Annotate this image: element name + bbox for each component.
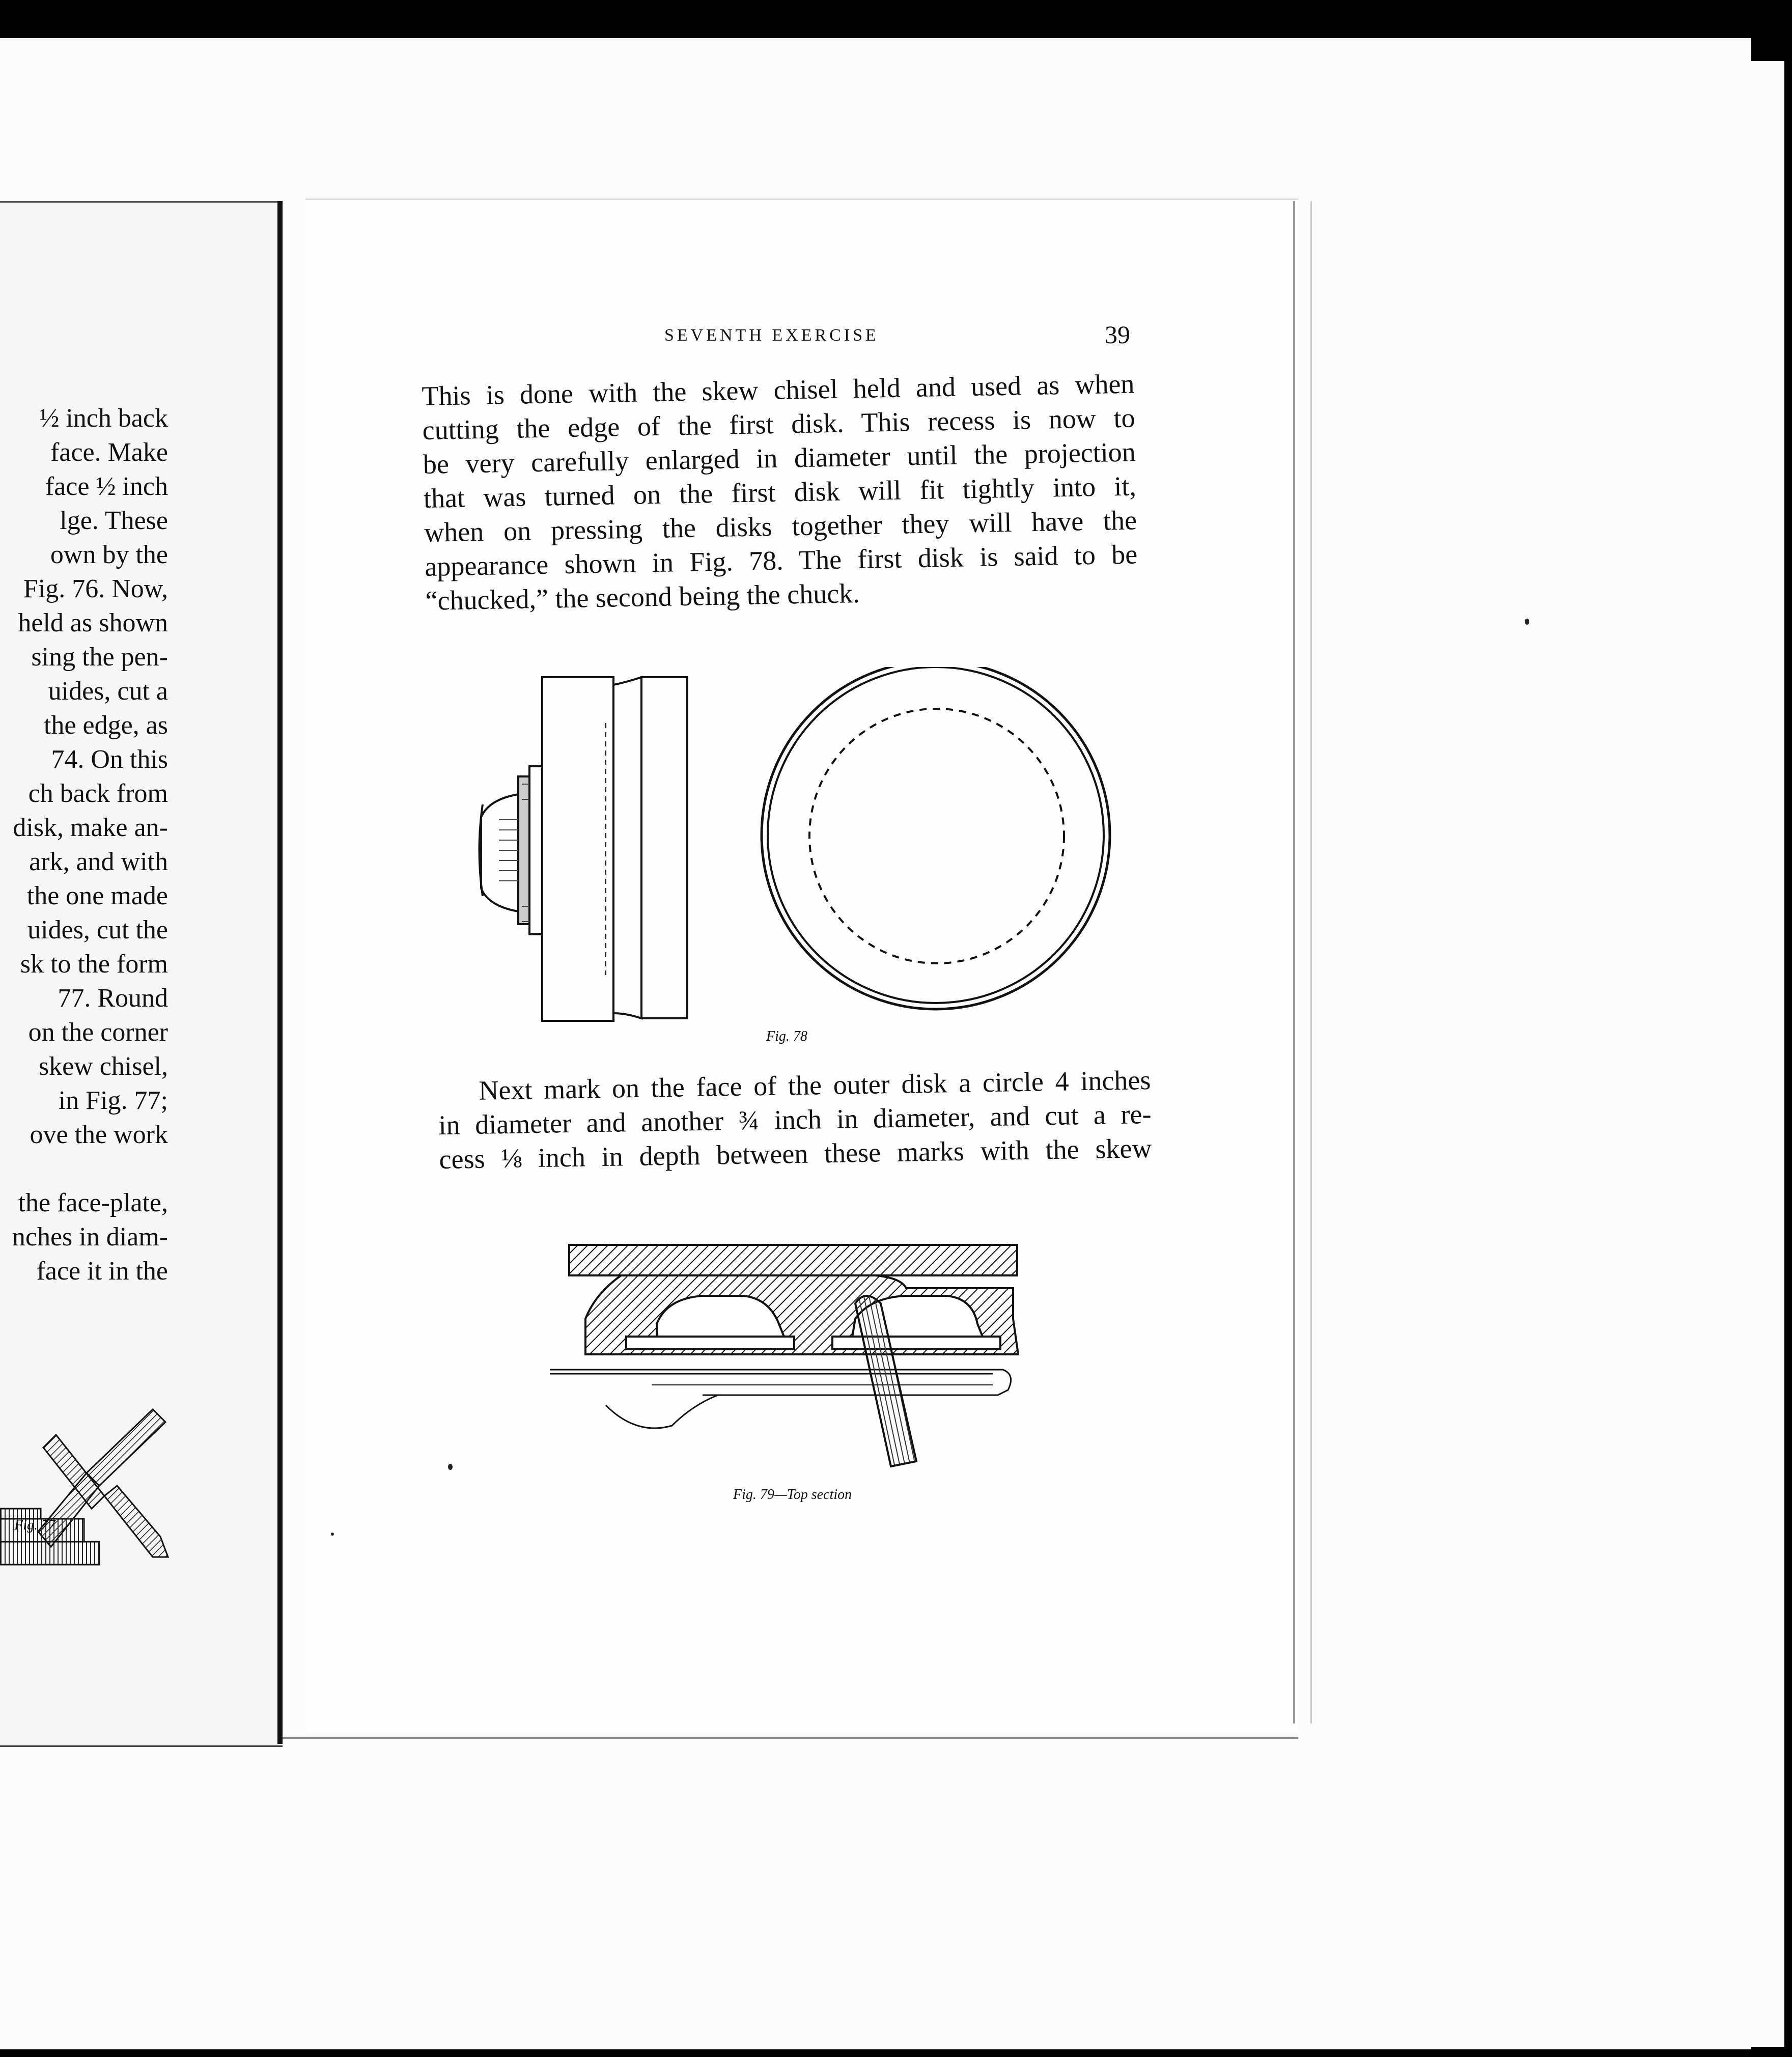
left-line: the face-plate, [18, 1188, 168, 1217]
scan-speck [331, 1533, 334, 1536]
text-line: be very carefully enlarged in diameter until the projection [423, 436, 1136, 480]
page-bottom-edge [283, 1731, 1298, 1739]
left-line: uides, cut a [48, 677, 168, 706]
left-line: 74. On this [51, 745, 168, 774]
text-line: “chucked,” the second being the chuck. [425, 578, 860, 616]
paragraph-2 [438, 1063, 1152, 1177]
left-line: face it in the [36, 1257, 168, 1286]
book-spine [277, 201, 283, 1744]
text-line: that was turned on the first disk will fit tightly into it, [423, 470, 1137, 514]
left-line: in Fig. 77; [58, 1086, 168, 1115]
left-line: face ½ inch [45, 472, 168, 501]
text-line: Next mark on the face of the outer disk a circle 4 inches [479, 1065, 1151, 1106]
text-line: cutting the edge of the first disk. This recess is now to [422, 402, 1136, 446]
left-line: face. Make [50, 438, 168, 467]
page-edge [1293, 201, 1312, 1724]
left-line: uides, cut the [27, 915, 168, 944]
running-head: SEVENTH EXERCISE [664, 326, 879, 345]
figure-79 [550, 1222, 1033, 1487]
scan-background-right [1741, 61, 1784, 2047]
text-line: cess ⅛ inch in depth between these marks with the skew [439, 1132, 1152, 1175]
scan-speck [1525, 619, 1529, 625]
left-line: disk, make an- [13, 813, 168, 842]
left-line: ark, and with [29, 847, 168, 876]
figure-77-caption: Fig. 77 [14, 1517, 55, 1533]
left-line: 77. Round [58, 984, 168, 1013]
left-line [0, 1152, 168, 1186]
left-line: nches in diam- [12, 1222, 168, 1252]
left-line: the one made [26, 881, 168, 910]
page-number: 39 [1105, 320, 1130, 349]
left-line: ove the work [30, 1120, 168, 1149]
figure-78 [458, 667, 1120, 1044]
left-line: own by the [50, 540, 168, 569]
left-page-text [0, 401, 168, 1288]
figure-77-partial [0, 1333, 173, 1598]
left-line: lge. These [60, 506, 168, 535]
left-line: held as shown [18, 608, 168, 637]
figure-78-caption: Fig. 78 [766, 1028, 807, 1044]
left-line: skew chisel, [38, 1052, 168, 1081]
text-line: This is done with the skew chisel held and used as when [422, 368, 1135, 411]
left-line: the edge, as [43, 711, 168, 740]
text-line: in diameter and another ¾ inch in diameter, and cut a re- [438, 1099, 1152, 1141]
left-page [0, 201, 283, 1747]
left-line: Fig. 76. Now, [23, 574, 168, 603]
left-line: on the corner [28, 1018, 168, 1047]
left-line: ch back from [28, 779, 168, 808]
figure-79-caption: Fig. 79—Top section [733, 1487, 852, 1503]
text-line: when on pressing the disks together they will have the [424, 505, 1137, 548]
left-line: sing the pen- [31, 643, 168, 672]
scan-speck [448, 1464, 453, 1470]
left-line: ½ inch back [39, 404, 168, 433]
left-line: sk to the form [20, 950, 168, 979]
text-line: appearance shown in Fig. 78. The first disk is said to be [424, 539, 1138, 582]
paragraph-1 [422, 367, 1138, 618]
